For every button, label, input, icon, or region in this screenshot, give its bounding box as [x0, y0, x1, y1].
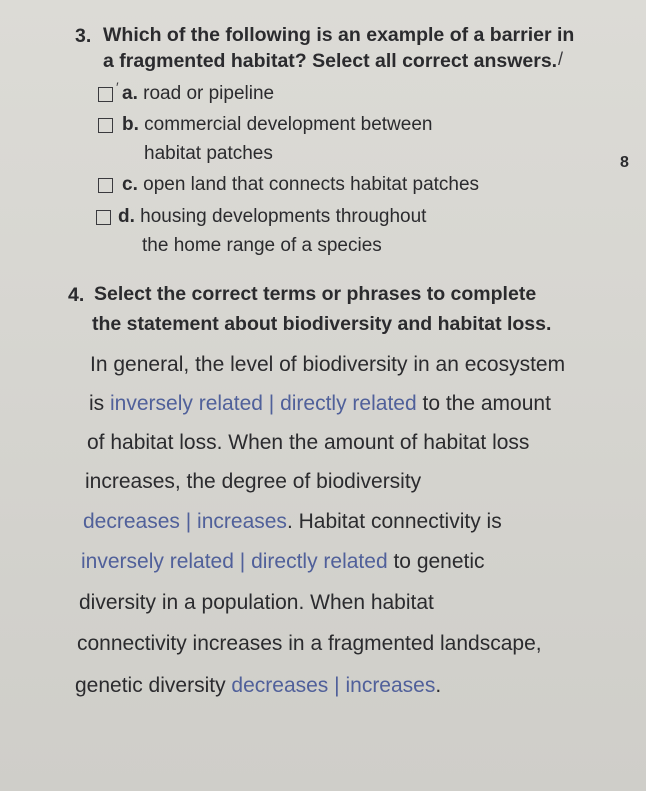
statement-line-9-lead: genetic diversity: [75, 674, 226, 697]
option-b-letter: b.: [122, 114, 139, 135]
option-d-continuation: the home range of a species: [142, 235, 382, 256]
question-4-number: 4.: [68, 284, 85, 306]
statement-line-5-tail: . Habitat connectivity is: [286, 510, 502, 533]
question-4-prompt-line-1: Select the correct terms or phrases to complete: [94, 283, 537, 305]
question-3-number: 3.: [75, 25, 92, 47]
statement-line-4: increases, the degree of biodiversity: [85, 470, 422, 493]
question-3-prompt-line-1: Which of the following is an example of a barrier in: [103, 24, 575, 46]
option-b-continuation: habitat patches: [144, 143, 273, 164]
choice-4-separator: |: [334, 674, 340, 697]
option-c-letter: c.: [122, 174, 138, 195]
option-c[interactable]: [122, 175, 479, 194]
option-a-checkbox[interactable]: [98, 87, 113, 102]
statement-line-8: connectivity increases in a fragmented landscape,: [77, 632, 542, 655]
option-a[interactable]: [122, 84, 274, 103]
option-a-text: road or pipeline: [143, 83, 275, 104]
choice-1-inversely-related[interactable]: inversely related: [110, 392, 263, 415]
statement-line-2-tail: to the amount: [422, 392, 551, 415]
pen-tick-mark: ′: [116, 79, 119, 95]
pen-mark: /: [558, 49, 564, 69]
option-b-checkbox[interactable]: [98, 118, 113, 133]
option-c-checkbox[interactable]: [98, 178, 113, 193]
option-a-letter: a.: [122, 83, 138, 104]
statement-line-9-tail: .: [435, 674, 442, 697]
option-b[interactable]: [122, 115, 432, 134]
statement-line-6-tail: to genetic: [393, 550, 485, 573]
choice-2-separator: |: [185, 510, 192, 533]
statement-line-6: [81, 551, 485, 572]
option-d[interactable]: [118, 207, 426, 226]
choice-3-inversely-related[interactable]: inversely related: [81, 550, 234, 573]
option-b-text: commercial development between: [144, 114, 433, 135]
choice-3-directly-related[interactable]: directly related: [251, 550, 388, 573]
statement-line-7: diversity in a population. When habitat: [79, 591, 434, 614]
option-d-text: housing developments throughout: [140, 206, 427, 227]
question-3-prompt-line-2: a fragmented habitat? Select all correct answers.: [103, 50, 558, 72]
statement-line-1: In general, the level of biodiversity in an ecosystem: [90, 353, 566, 376]
choice-3-separator: |: [239, 550, 246, 573]
statement-line-5: [83, 511, 502, 532]
option-c-text: open land that connects habitat patches: [143, 174, 480, 195]
statement-line-9: [75, 675, 441, 696]
choice-4-increases[interactable]: increases: [345, 674, 436, 697]
choice-1-directly-related[interactable]: directly related: [280, 392, 417, 415]
question-4-prompt-line-2: the statement about biodiversity and habitat loss.: [92, 313, 552, 335]
side-page-number: 8: [620, 154, 629, 171]
choice-1-separator: |: [268, 392, 275, 415]
choice-2-decreases[interactable]: decreases: [83, 510, 180, 533]
choice-4-decreases[interactable]: decreases: [231, 674, 329, 697]
option-d-checkbox[interactable]: [96, 210, 111, 225]
statement-line-2-lead: is: [89, 392, 105, 415]
option-d-letter: d.: [118, 206, 135, 227]
statement-line-3: of habitat loss. When the amount of habitat loss: [87, 431, 530, 454]
choice-2-increases[interactable]: increases: [197, 510, 287, 533]
statement-line-2: [89, 393, 551, 414]
